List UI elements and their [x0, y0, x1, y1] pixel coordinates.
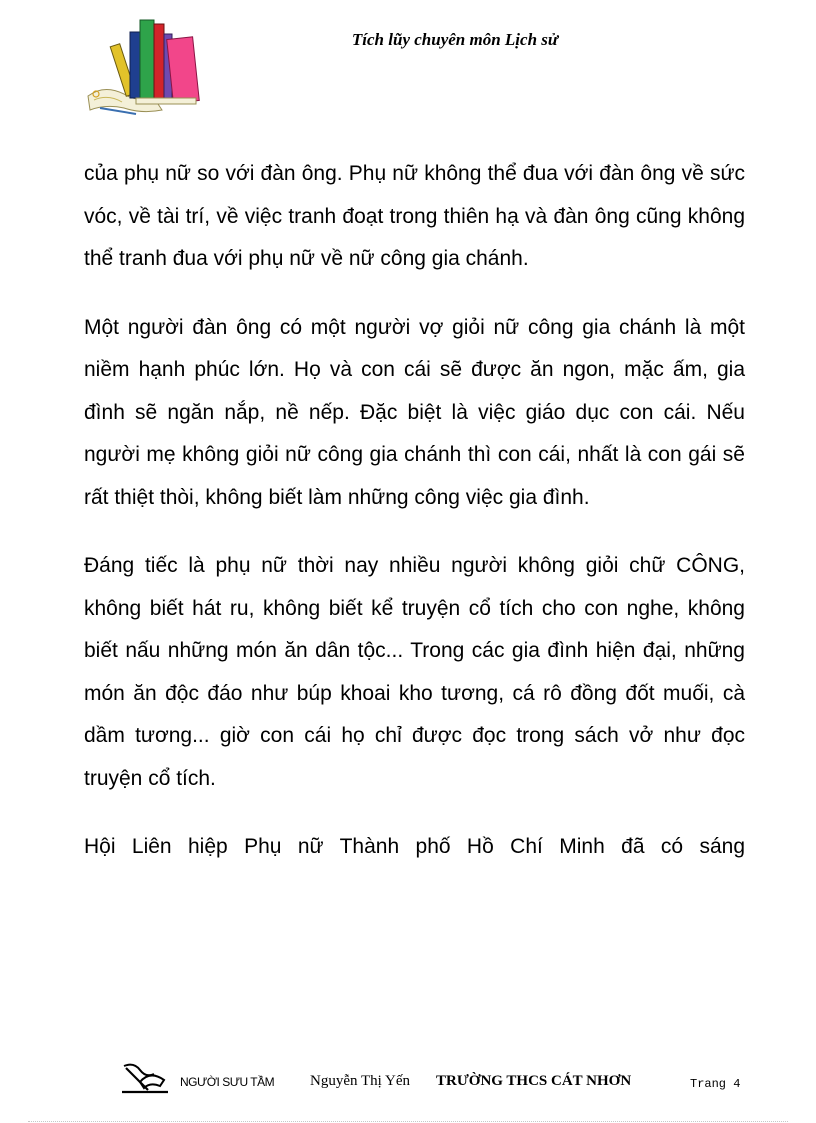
page-header-title: Tích lũy chuyên môn Lịch sử [351, 30, 559, 49]
paragraph: của phụ nữ so với đàn ông. Phụ nữ không thể đua với đàn ông về sức vóc, về tài trí, về việc tranh đoạt trong thiên hạ và đàn ông cũng không thể tranh đua với phụ nữ về nữ công gia chánh. [84, 162, 745, 270]
paragraph: Một người đàn ông có một người vợ giỏi nữ công gia chánh là một niềm hạnh phúc lớn. Họ và con cái sẽ được ăn ngon, mặc ấm, gia đình sẽ ngăn nắp, nề nếp. Đặc biệt là việc giáo dục con cái. Nếu người mẹ không giỏi nữ công gia chánh thì con cái, nhất là con gái sẽ rất thiệt thòi, không biết làm những công việc gia đình. [84, 315, 745, 509]
bottom-dotted-rule [28, 1121, 788, 1122]
collector-label: NGƯỜI SƯU TẦM [180, 1075, 275, 1089]
body-text [84, 153, 745, 869]
pen-sign-icon [120, 1060, 170, 1096]
books-icon [84, 14, 206, 116]
paragraph: Hội Liên hiệp Phụ nữ Thành phố Hồ Chí Minh đã có sáng [84, 835, 745, 858]
page-footer [120, 1060, 760, 1100]
page-number: Trang 4 [690, 1077, 741, 1091]
school-name: TRƯỜNG THCS CÁT NHƠN [436, 1073, 632, 1089]
paragraph: Đáng tiếc là phụ nữ thời nay nhiều người không giỏi chữ CÔNG, không biết hát ru, không biết kể truyện cổ tích cho con nghe, không biết nấu những món ăn dân tộc... Trong các gia đình hiện đại, những món ăn độc đáo như búp khoai kho tương, cá rô đồng đốt muối, cà dầm tương... giờ con cái họ chỉ được đọc trong sách vở như đọc truyện cổ tích. [84, 554, 745, 790]
author-name: Nguyễn Thị Yến [310, 1073, 410, 1089]
